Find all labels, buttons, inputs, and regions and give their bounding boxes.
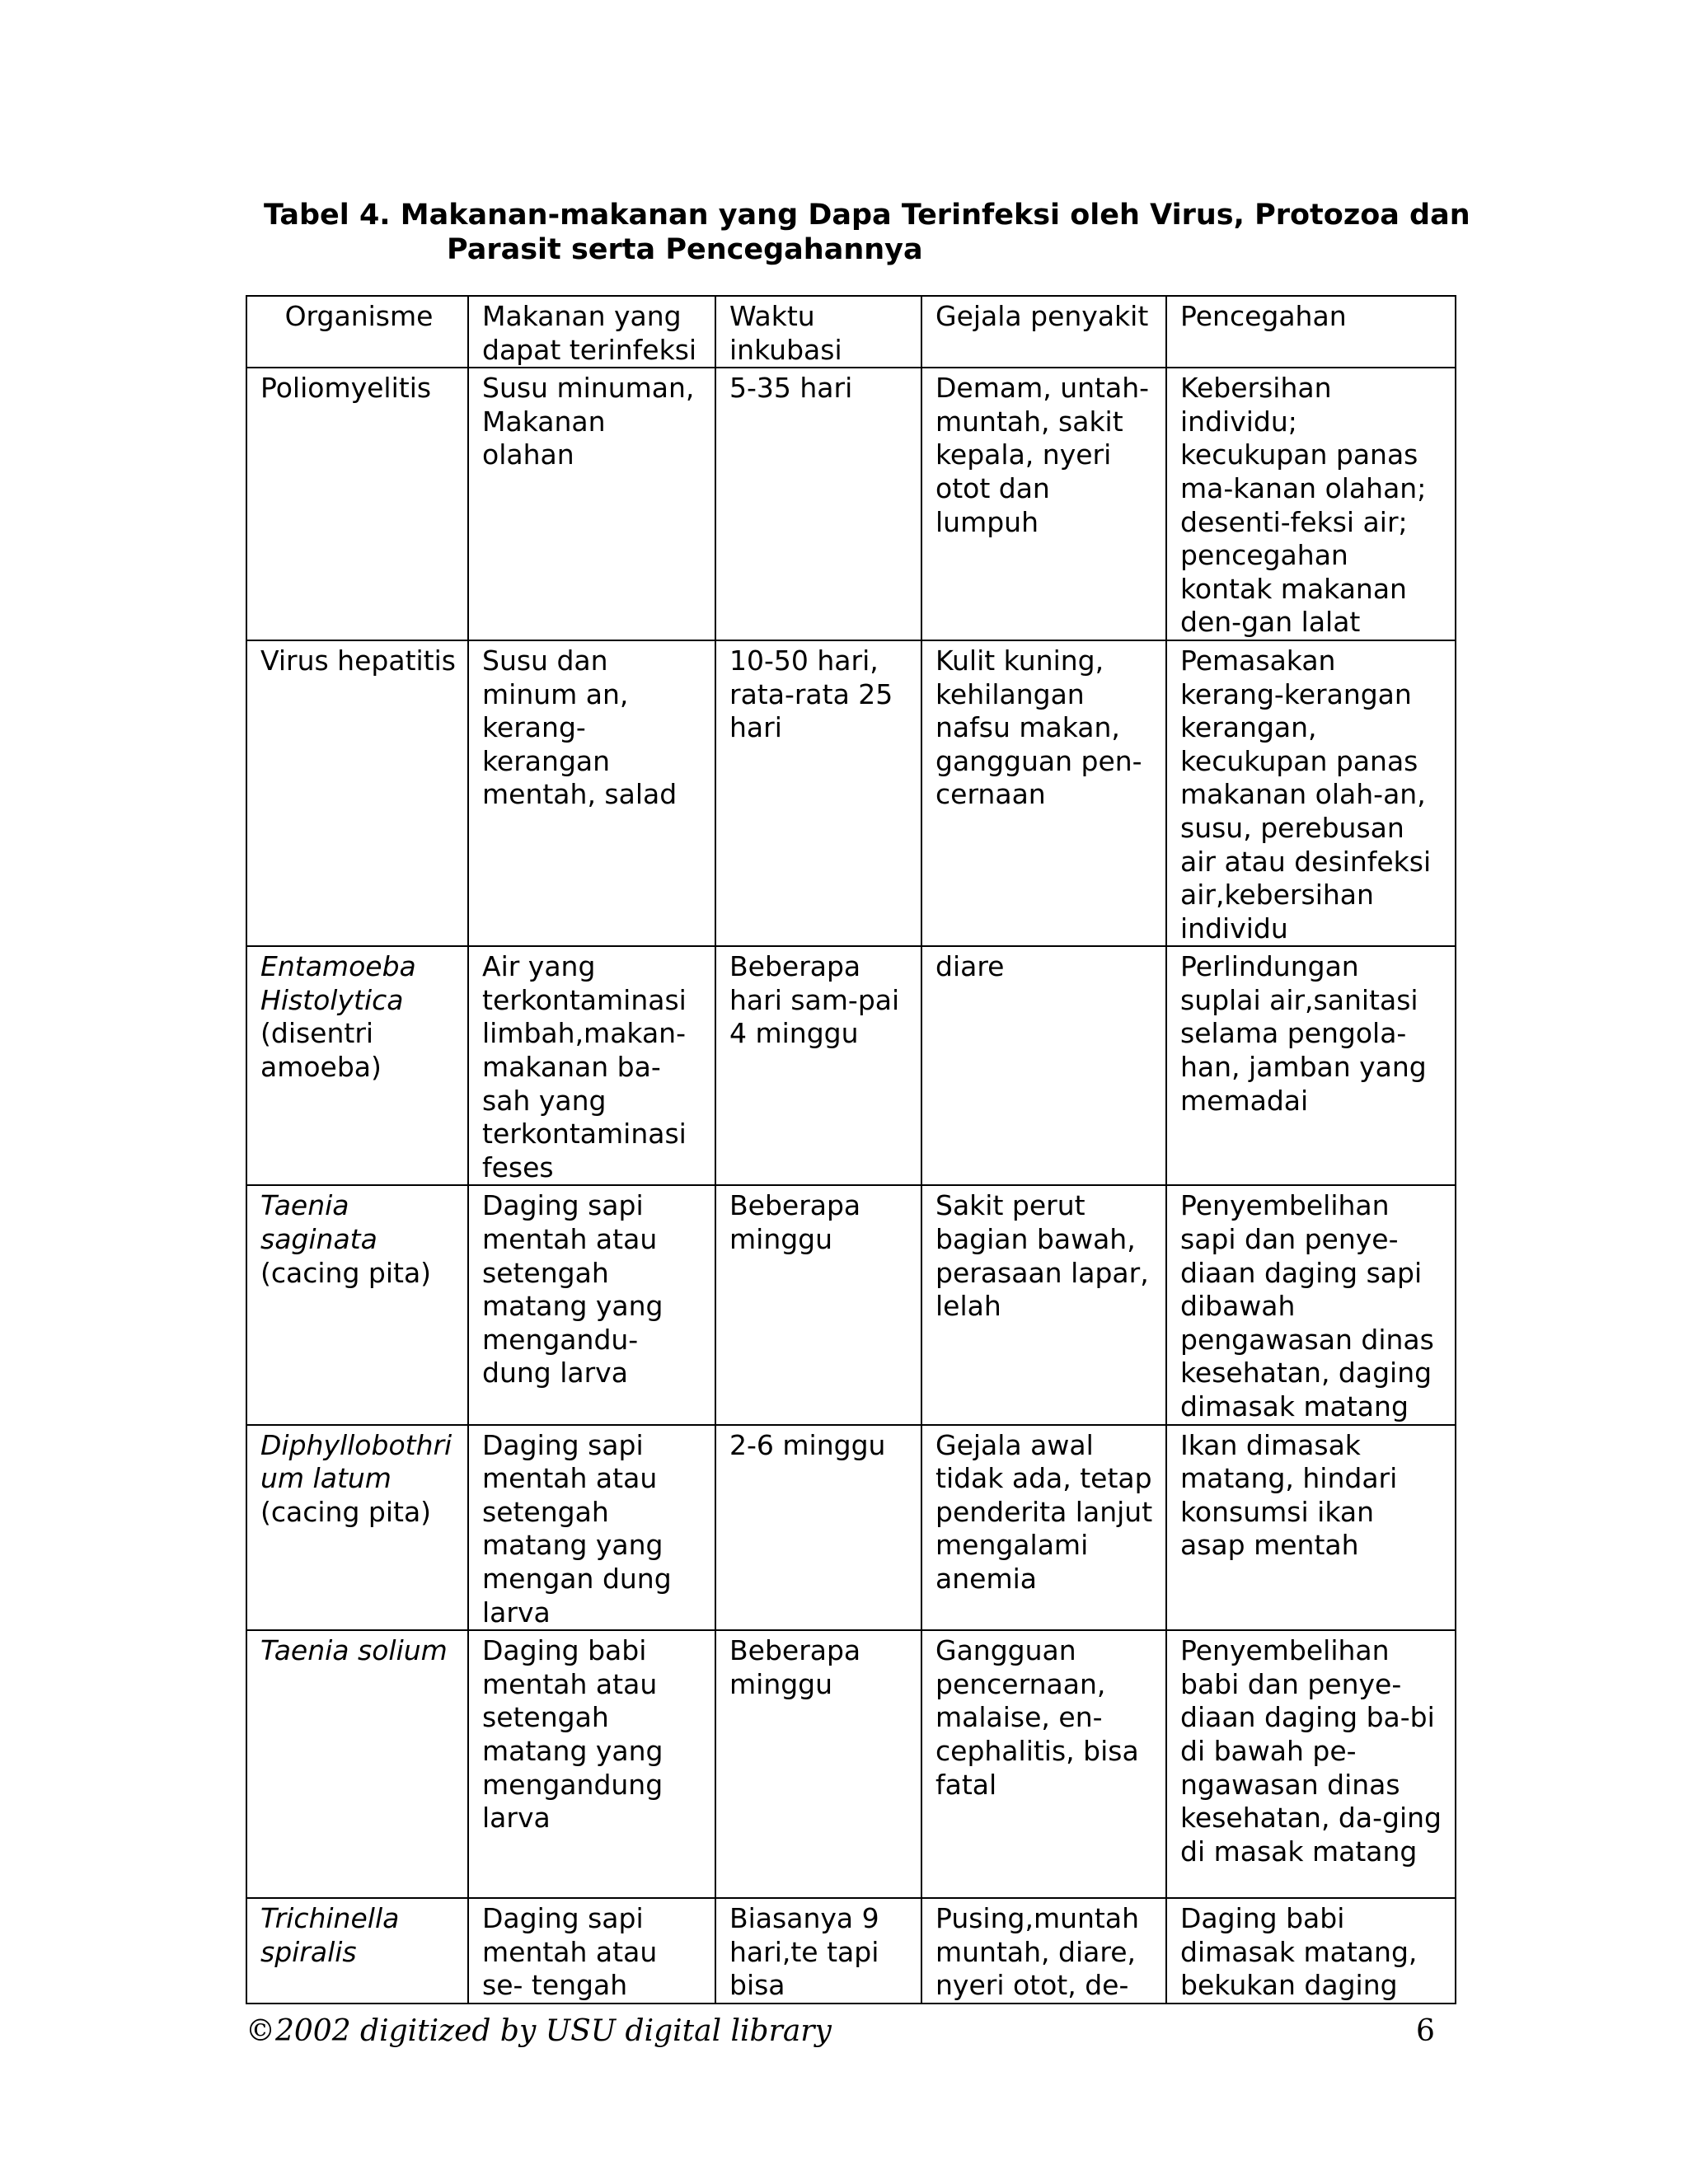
cell-symptoms: Kulit kuning, kehilangan nafsu makan, gangguan pen-cernaan [921, 640, 1166, 946]
caption-line-1: Tabel 4. Makanan-makanan yang Dapa Terinfeksi oleh Virus, Protozoa dan [264, 199, 1470, 232]
cell-symptoms: Gangguan pencernaan, malaise, en-cephalitis, bisa fatal [921, 1630, 1166, 1898]
cell-incubation: 10-50 hari, rata-rata 25 hari [715, 640, 921, 946]
cell-prevention: Kebersihan individu; kecukupan panas ma-kanan olahan; desenti-feksi air; pencegahan kontak makanan den-gan lalat [1166, 368, 1456, 640]
organism-name: Poliomyelitis [260, 372, 432, 405]
cell-organism [246, 640, 468, 946]
table-row [246, 946, 1456, 1185]
table-row [246, 640, 1456, 946]
organism-common-name: (disentri amoeba) [260, 1017, 382, 1084]
cell-symptoms: diare [921, 946, 1166, 1185]
cell-food: Susu minuman, Makanan olahan [468, 368, 715, 640]
cell-symptoms: Pusing,muntah muntah, diare, nyeri otot, de- [921, 1898, 1166, 2004]
cell-organism [246, 1898, 468, 2004]
infection-table [246, 295, 1456, 2004]
organism-scientific-name: Trichinella spiralis [260, 1902, 400, 1968]
organism-scientific-name: Entamoeba Histolytica [260, 950, 416, 1016]
table-row [246, 1185, 1456, 1424]
cell-food: Daging babi mentah atau setengah matang yang mengandung larva [468, 1630, 715, 1898]
cell-prevention: Pemasakan kerang-kerangan kerangan, kecukupan panas makanan olah-an, susu, perebusan air atau desinfeksi air,kebersihan individu [1166, 640, 1456, 946]
cell-incubation: Beberapa minggu [715, 1185, 921, 1424]
cell-prevention: Penyembelihan babi dan penye-diaan daging ba-bi di bawah pe-ngawasan dinas kesehatan, da-ging di masak matang [1166, 1630, 1456, 1898]
cell-food: Daging sapi mentah atau setengah matang yang mengan dung larva [468, 1425, 715, 1631]
table-row [246, 1630, 1456, 1898]
header-gejala: Gejala penyakit [921, 296, 1166, 368]
header-pencegahan: Pencegahan [1166, 296, 1456, 368]
cell-organism [246, 946, 468, 1185]
organism-common-name: (cacing pita) [260, 1495, 432, 1528]
cell-prevention: Perlindungan suplai air,sanitasi selama pengola-han, jamban yang memadai [1166, 946, 1456, 1185]
caption-line-2: Parasit serta Pencegahannya [447, 233, 923, 266]
cell-incubation: 2-6 minggu [715, 1425, 921, 1631]
cell-incubation: Biasanya 9 hari,te tapi bisa [715, 1898, 921, 2004]
cell-food: Susu dan minum an, kerang-kerangan mentah, salad [468, 640, 715, 946]
organism-scientific-name: Diphyllobothri um latum [260, 1428, 452, 1495]
cell-incubation: Beberapa minggu [715, 1630, 921, 1898]
cell-food: Air yang terkontaminasi limbah,makan-makanan ba-sah yang terkontaminasi feses [468, 946, 715, 1185]
organism-name: Virus hepatitis [260, 644, 456, 677]
organism-scientific-name: Taenia solium [260, 1634, 448, 1667]
table-header-row [246, 296, 1456, 368]
cell-symptoms: Gejala awal tidak ada, tetap penderita lanjut mengalami anemia [921, 1425, 1166, 1631]
organism-common-name: (cacing pita) [260, 1256, 432, 1289]
cell-organism [246, 1425, 468, 1631]
page-number: 6 [1416, 2014, 1435, 2048]
footer-copyright: ©2002 digitized by USU digital library [246, 2014, 832, 2048]
cell-organism [246, 1630, 468, 1898]
cell-organism [246, 368, 468, 640]
cell-organism [246, 1185, 468, 1424]
header-waktu: Waktu inkubasi [715, 296, 921, 368]
cell-prevention: Ikan dimasak matang, hindari konsumsi ikan asap mentah [1166, 1425, 1456, 1631]
header-organisme: Organisme [246, 296, 468, 368]
table-row [246, 368, 1456, 640]
cell-food: Daging sapi mentah atau setengah matang yang mengandu-dung larva [468, 1185, 715, 1424]
cell-incubation: 5-35 hari [715, 368, 921, 640]
header-makanan: Makanan yang dapat terinfeksi [468, 296, 715, 368]
table-caption [264, 198, 1484, 267]
cell-prevention: Daging babi dimasak matang, bekukan daging [1166, 1898, 1456, 2004]
table-row [246, 1425, 1456, 1631]
cell-symptoms: Demam, untah-muntah, sakit kepala, nyeri otot dan lumpuh [921, 368, 1166, 640]
cell-incubation: Beberapa hari sam-pai 4 minggu [715, 946, 921, 1185]
cell-symptoms: Sakit perut bagian bawah, perasaan lapar, lelah [921, 1185, 1166, 1424]
table-row [246, 1898, 1456, 2004]
organism-scientific-name: Taenia saginata [260, 1189, 377, 1256]
cell-food: Daging sapi mentah atau se- tengah [468, 1898, 715, 2004]
cell-prevention: Penyembelihan sapi dan penye-diaan daging sapi dibawah pengawasan dinas kesehatan, daging dimasak matang [1166, 1185, 1456, 1424]
